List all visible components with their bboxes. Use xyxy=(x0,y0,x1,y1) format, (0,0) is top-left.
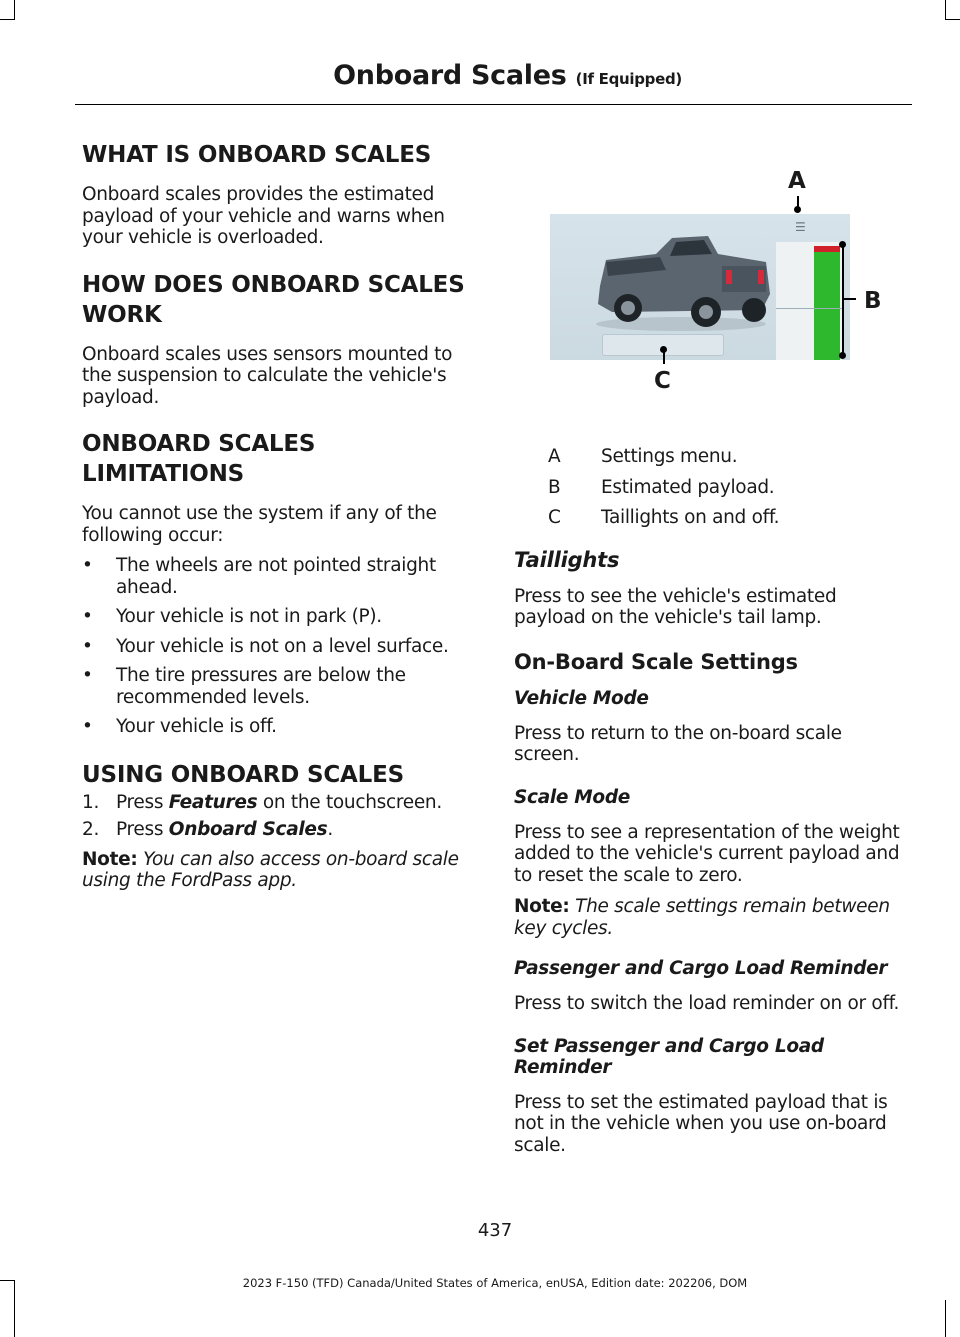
pin-a xyxy=(794,206,801,213)
heading-using: USING ONBOARD SCALES xyxy=(82,761,404,788)
paragraph-load-reminder: Press to switch the load reminder on or off. xyxy=(514,993,900,1014)
callout-c: C xyxy=(654,368,671,394)
heading-load-reminder: Passenger and Cargo Load Reminder xyxy=(514,958,888,979)
legend-row: B Estimated payload. xyxy=(548,476,775,498)
gauge-fill xyxy=(814,252,840,360)
legend-row: C Taillights on and off. xyxy=(548,507,780,528)
page-footer: 2023 F-150 (TFD) Canada/United States of America, enUSA, Edition date: 202206, DOM xyxy=(242,1276,748,1290)
crop-mark xyxy=(945,1300,946,1337)
note-fordpass: Note: You can also access on-board scale using the FordPass app. xyxy=(82,848,459,891)
step-item: 1. Press Features on the touchscreen. xyxy=(82,791,442,813)
callout-b: B xyxy=(864,288,882,314)
paragraph-what-is: Onboard scales provides the estimated payload of your vehicle and warns when your vehicle is overloaded. xyxy=(82,184,445,248)
step-item: 2. Press Onboard Scales. xyxy=(82,819,333,840)
callout-a: A xyxy=(788,168,806,194)
paragraph-how-works: Onboard scales uses sensors mounted to the suspension to calculate the vehicle's payload. xyxy=(82,343,453,408)
leader-c xyxy=(663,350,665,364)
page-number: 437 xyxy=(477,1220,513,1241)
list-item: • Your vehicle is not in park (P). xyxy=(82,606,382,627)
header-title-main: Onboard Scales xyxy=(333,60,567,91)
limitations-list xyxy=(82,555,474,738)
heading-scale-mode: Scale Mode xyxy=(514,786,631,808)
header-title-sub: (If Equipped) xyxy=(575,70,682,88)
figure-legend xyxy=(514,446,912,529)
leader-b xyxy=(844,298,856,300)
menu-label-onboard-scales: Onboard Scales xyxy=(168,819,328,840)
menu-label-features: Features xyxy=(168,791,258,813)
payload-gauge xyxy=(776,242,842,360)
legend-row: A Settings menu. xyxy=(548,446,738,467)
gauge-divider xyxy=(776,308,842,309)
bracket-b xyxy=(842,244,844,356)
header-rule xyxy=(75,104,912,105)
crop-mark xyxy=(945,0,946,20)
truck-image xyxy=(586,224,776,334)
paragraph-vehicle-mode: Press to return to the on-board scale screen. xyxy=(514,722,842,765)
heading-how-works: HOW DOES ONBOARD SCALES WORK xyxy=(82,271,465,328)
paragraph-scale-mode: Press to see a representation of the weight added to the vehicle's current payload and to reset the scale to zero. xyxy=(514,821,900,886)
note-scale-settings: Note: The scale settings remain between key cycles. xyxy=(514,896,890,939)
heading-taillights: Taillights xyxy=(514,547,620,572)
crop-mark xyxy=(14,0,15,20)
right-column xyxy=(514,446,912,1177)
paragraph-taillights: Press to see the vehicle's estimated payload on the vehicle's tail lamp. xyxy=(514,585,837,628)
settings-menu-icon[interactable]: ☰ xyxy=(795,220,806,234)
crop-mark xyxy=(0,19,15,20)
page-header-title xyxy=(333,60,682,91)
heading-what-is: WHAT IS ONBOARD SCALES xyxy=(82,142,432,168)
touchscreen-display xyxy=(550,214,850,360)
heading-limitations: ONBOARD SCALES LIMITATIONS xyxy=(82,431,316,487)
heading-settings: On-Board Scale Settings xyxy=(514,649,798,674)
list-item: • Your vehicle is not on a level surface. xyxy=(82,635,449,657)
paragraph-limitations: You cannot use the system if any of the following occur: xyxy=(82,503,437,546)
pin-b-top xyxy=(839,241,846,248)
pin-b-bottom xyxy=(839,352,846,359)
crop-mark xyxy=(945,19,960,20)
left-column xyxy=(82,140,474,892)
steps-list xyxy=(82,792,474,841)
list-item: • Your vehicle is off. xyxy=(82,716,277,737)
list-item: • The tire pressures are below the recommended levels. xyxy=(82,665,406,708)
onboard-scale-screen-figure xyxy=(548,168,888,398)
heading-vehicle-mode: Vehicle Mode xyxy=(514,687,649,709)
paragraph-set-load-reminder: Press to set the estimated payload that is not in the vehicle when you use on-board scale. xyxy=(514,1091,888,1156)
list-item: • The wheels are not pointed straight ahead. xyxy=(82,555,436,598)
heading-set-load-reminder: Set Passenger and Cargo Load Reminder xyxy=(514,1035,824,1078)
